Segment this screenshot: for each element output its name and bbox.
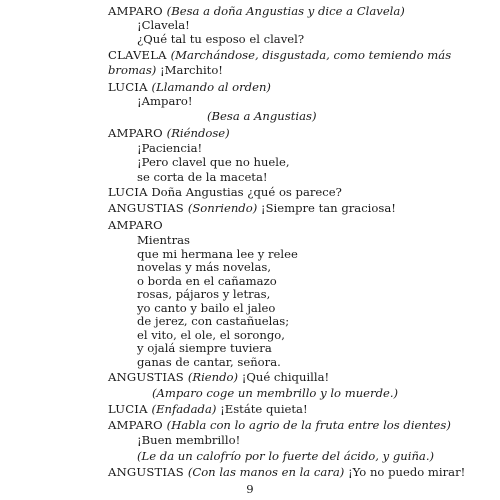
character-name: LUCIA: [108, 185, 148, 199]
text-line: [137, 449, 434, 464]
stage-direction: (Riendo): [187, 370, 239, 384]
text-line: [137, 18, 190, 33]
dialogue-text: ¡Amparo!: [137, 94, 193, 108]
dialogue-text: Mientras: [137, 233, 190, 247]
text-line: [108, 218, 163, 233]
stage-direction: (Marchándose, disgustada, como temiendo más: [170, 48, 452, 62]
character-name: LUCIA: [108, 80, 152, 94]
stage-direction: (Sonriendo): [187, 201, 258, 215]
stage-direction: (Le da un calofrío por lo fuerte del ácido, y guiña.): [137, 449, 435, 463]
dialogue-text: ¿Qué tal tu esposo el clavel?: [137, 32, 305, 46]
dialogue-text: ¡Marchito!: [156, 63, 223, 77]
text-line: [108, 126, 230, 141]
dialogue-text: ¡Qué chiquilla!: [238, 370, 330, 384]
character-name: AMPARO: [108, 4, 167, 18]
text-line: [108, 418, 451, 433]
text-line: [137, 94, 193, 109]
stage-direction: (Besa a doña Angustias y dice a Clavela): [166, 4, 405, 18]
dialogue-text: ¡Siempre tan graciosa!: [257, 201, 396, 215]
stage-direction: bromas): [108, 63, 157, 77]
text-line: [108, 48, 451, 63]
stage-direction: (Riéndose): [166, 126, 230, 140]
dialogue-text: y ojalá siempre tuviera: [137, 341, 272, 355]
dialogue-text: se corta de la maceta!: [137, 170, 268, 184]
page-number: 9: [246, 482, 254, 496]
character-name: AMPARO: [108, 126, 167, 140]
dialogue-text: ¡Yo no puedo mirar!: [344, 465, 466, 479]
dialogue-text: rosas, pájaros y letras,: [137, 287, 271, 301]
text-line: [108, 185, 342, 200]
text-line: [108, 201, 396, 216]
stage-direction: (Amparo coge un membrillo y lo muerde.): [152, 386, 399, 400]
text-line: [137, 32, 304, 47]
text-line: [137, 141, 202, 156]
text-line: [108, 80, 271, 95]
text-line: [137, 355, 281, 370]
stage-direction: (Enfadada): [151, 402, 217, 416]
text-line: [108, 402, 308, 417]
text-line: [108, 4, 405, 19]
dialogue-text: ganas de cantar, señora.: [137, 354, 281, 369]
dialogue-text: el vito, el ole, el sorongo,: [137, 327, 285, 342]
character-name: ANGUSTIAS: [108, 370, 188, 384]
text-line: [137, 433, 240, 448]
text-line: [108, 370, 329, 385]
text-line: [108, 465, 465, 480]
character-name: ANGUSTIAS: [108, 465, 188, 479]
dialogue-text: yo canto y bailo el jaleo: [137, 300, 276, 315]
text-line: [108, 63, 223, 78]
dialogue-text: ¡Estáte quieta!: [216, 402, 308, 416]
dialogue-text: novelas y más novelas,: [137, 260, 272, 274]
dialogue-text: ¡Clavela!: [137, 18, 190, 32]
text-line: [137, 155, 290, 170]
dialogue-text: de jerez, con castañuelas;: [137, 314, 290, 328]
dialogue-text: que mi hermana lee y relee: [137, 246, 298, 261]
dialogue-text: Doña Angustias ¿qué os parece?: [147, 185, 342, 199]
dialogue-text: ¡Paciencia!: [137, 141, 203, 155]
stage-direction: (Habla con lo agrio de la fruta entre los dientes): [166, 418, 451, 432]
character-name: CLAVELA: [108, 48, 171, 62]
character-name: AMPARO: [108, 218, 163, 232]
stage-direction: (Llamando al orden): [151, 80, 271, 94]
dialogue-text: o borda en el cañamazo: [137, 273, 277, 288]
stage-direction: (Besa a Angustias): [207, 109, 317, 123]
stage-direction: (Con las manos en la cara): [187, 465, 345, 479]
text-line: [137, 170, 268, 185]
text-line: [152, 386, 398, 401]
character-name: AMPARO: [108, 418, 167, 432]
dialogue-text: ¡Buen membrillo!: [137, 433, 241, 447]
character-name: LUCIA: [108, 402, 152, 416]
character-name: ANGUSTIAS: [108, 201, 188, 215]
dialogue-text: ¡Pero clavel que no huele,: [137, 155, 290, 169]
text-line: [207, 109, 316, 124]
